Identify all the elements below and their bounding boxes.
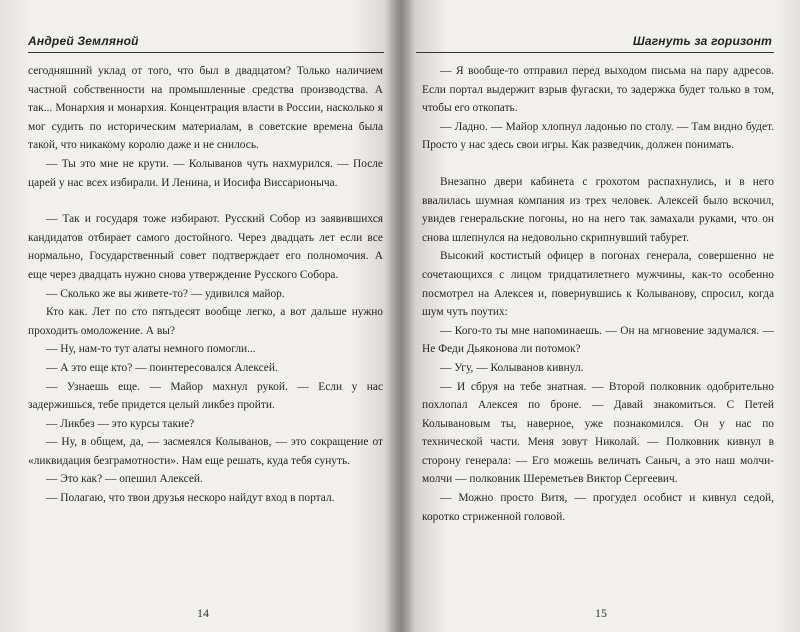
paragraph: — И сбруя на тебе знатная. — Второй полковник одобрительно похлопал Алексея по броне. — Давай знакомиться. С Петей Колывановым ты, наверное, уже познакомился. Он у нас по технической части. Меня зовут Николай. — Полковник кивнул в сторону генерала: — Его можешь величать Саныч, а это наш молчи-молчи — полковник Шереметьев Виктор Сергеевич. (422, 380, 774, 486)
paragraph: — Полагаю, что твои друзья нескоро найдут вход в портал. (46, 492, 335, 505)
paragraph: Кто как. Лет по сто пятьдесят вообще легко, а вот дальше нужно проходить омоложение. А вы? (28, 306, 383, 337)
page-number: 15 (595, 606, 607, 620)
paragraph: — А это еще кто? — поинтересовался Алексей. (46, 361, 278, 374)
paragraph: — Сколько же вы живете-то? — удивился майор. (46, 287, 285, 300)
running-head-title: Шагнуть за горизонт (632, 34, 772, 48)
header-rule (416, 52, 774, 53)
paragraph: — Ликбез — это курсы такие? (46, 417, 195, 430)
page-number: 14 (197, 606, 209, 620)
paragraph: — Ладно. — Майор хлопнул ладонью по столу. — Там видно будет. Просто у нас здесь свои игры. Как разведчик, должен понимать. (422, 120, 774, 152)
paragraph: — Так и государя тоже избирают. Русский Собор из заявившихся кандидатов отбирает самого достойного. Через двадцать лет если все нормально, Государственный совет подтверждает его полномочия. А еще через двадцать нужно снова утверждение Русского Собора. (28, 213, 383, 281)
paragraph: — Узнаешь еще. — Майор махнул рукой. — Если у нас задержишься, тебе придется целый ликбез пройти. (28, 380, 383, 412)
paragraph: — Угу, — Колыванов кивнул. (440, 361, 584, 374)
paragraph: — Кого-то ты мне напоминаешь. — Он на мгновение задумался. — Не Феди Дьяконова ли потомок? (422, 324, 774, 356)
right-page (400, 0, 800, 632)
right-page-body (422, 62, 774, 526)
paragraph: — Ты это мне не крути. — Колыванов чуть нахмурился. — После царей у нас всех избирали. И Ленина, и Иосифа Виссарионыча. (28, 157, 383, 189)
paragraph: — Это как? — опешил Алексей. (46, 473, 203, 486)
paragraph: — Я вообще-то отправил перед выходом письма на пару адресов. Если портал выдержит взрыв фугаски, то задержка будет только в том, чтобы его откопать. (422, 65, 774, 115)
paragraph: Внезапно двери кабинета с грохотом распахнулись, и в него ввалилась шумная компания из трех человек. Алексей было вскочил, увидев генеральские погоны, но на него так замахали руками, что он снова шлепнулся на недовольно скрипнувший табурет. (422, 175, 774, 244)
running-head-author: Андрей Земляной (28, 34, 139, 48)
paragraph: — Ну, нам-то тут алаты немного помогли... (46, 343, 256, 356)
header-rule (28, 52, 384, 53)
book-gutter-shadow (384, 0, 416, 632)
paragraph: Высокий костистый офицер в погонах генерала, совершенно не сочетающихся с лицом тридцатилетнего мужчины, как-то особенно посмотрел на Алексея и, повернувшись к Колыванову, спросил, когда шум чуть поутих: (422, 250, 774, 319)
paragraph: — Ну, в общем, да, — засмеялся Колыванов, — это сокращение от «ликвидация безграмотности». Нам еще решать, куда тебя сунуть. (28, 436, 383, 467)
paragraph: сегодняшний уклад от того, что был в двадцатом? Только наличием частной собственности на промышленные средства производства. А так... Монархия и монархия. Концентрация власти в России, насколько я мог судить по историческим материалам, в советские времена была такой, что никакому королю даже и не снилось. (28, 65, 383, 152)
paragraph: — Можно просто Витя, — прогудел особист и кивнул седой, коротко стриженной головой. (422, 492, 774, 523)
left-page-body (28, 62, 383, 508)
